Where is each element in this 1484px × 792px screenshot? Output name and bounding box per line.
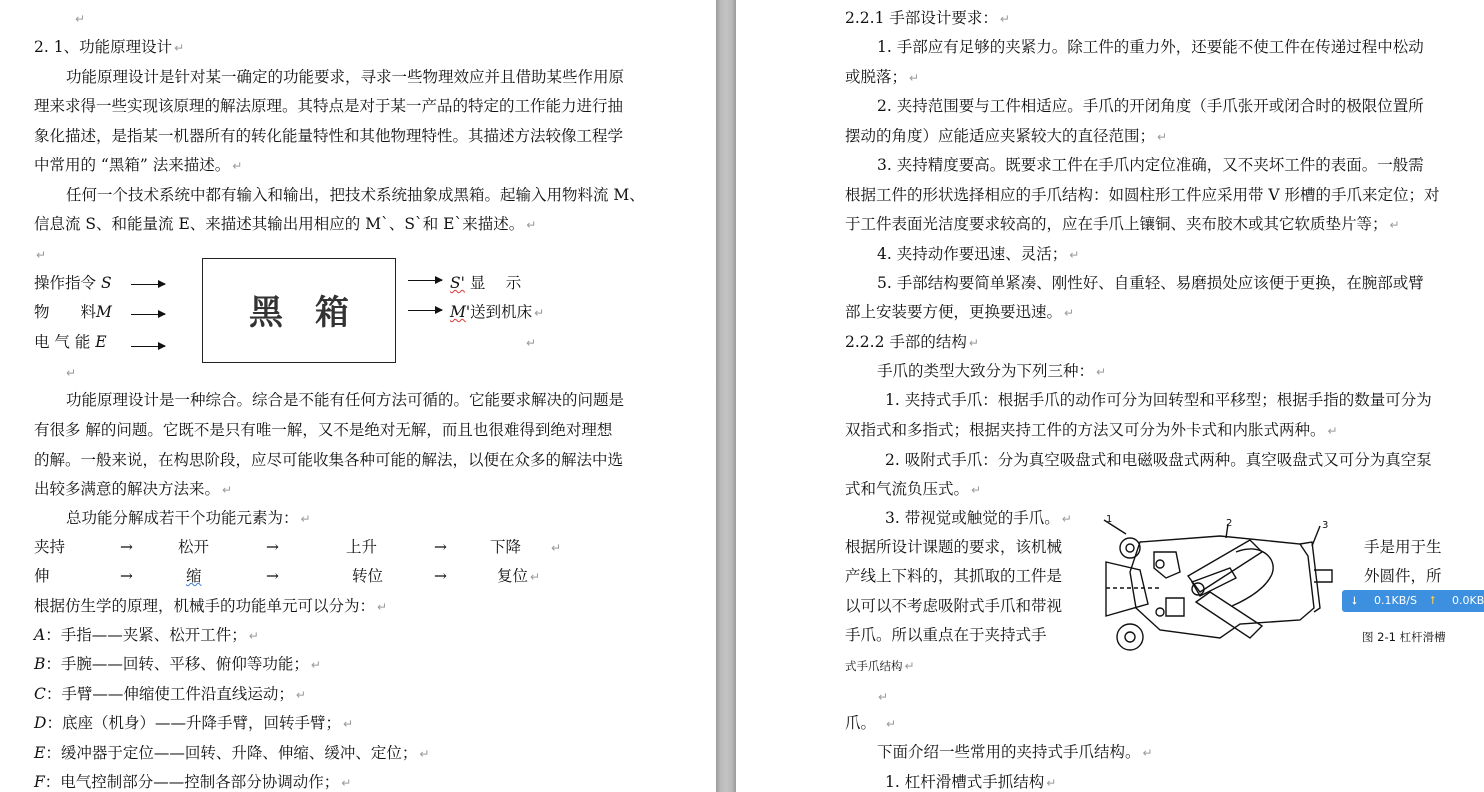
download-speed: 0.1KB/S [1374, 594, 1417, 607]
output-arrow [408, 280, 442, 281]
paragraph-mark: ↵ [75, 12, 86, 26]
flow-item: 缩 [186, 567, 202, 585]
unit-item: B：手腕——回转、平移、俯仰等功能； ↵ [34, 655, 321, 673]
body-line: 4. 夹持动作要迅速、灵活； ↵ [877, 245, 1080, 263]
flow-arrow: → [266, 538, 279, 556]
body-line: 2. 吸附式手爪：分为真空吸盘式和电磁吸盘式两种。真空吸盘式又可分为真空泵 [885, 451, 1432, 469]
input-arrow [131, 346, 165, 347]
body-line: 手爪的类型大致分为下列三种： ↵ [877, 362, 1107, 380]
flow-item: 伸 [34, 567, 50, 585]
flow-item: 夹持 [34, 538, 66, 556]
arrow-down-icon: ⭣ [1352, 594, 1358, 607]
body-line: 1. 杠杆滑槽式手抓结构 ↵ [885, 773, 1057, 791]
page-gutter [716, 0, 736, 792]
flow-arrow: → [434, 538, 447, 556]
paragraph-mark: ↵ [66, 366, 77, 380]
black-box [202, 258, 396, 363]
body-line: 5. 手部结构要简单紧凑、刚性好、自重轻、易磨损处应该便于更换，在腕部或臂 [877, 274, 1424, 292]
figure-caption-tail: 式手爪结构 ↵ [845, 659, 915, 673]
left-page [0, 0, 716, 792]
flow-arrow: → [266, 567, 279, 585]
unit-item: A：手指——夹紧、松开工件； ↵ [34, 626, 259, 644]
diagram-input-material: 物 料M [34, 303, 112, 321]
flow-item: 转位 [352, 567, 384, 585]
section-heading: 2.2.2 手部的结构 ↵ [845, 333, 979, 351]
flow-arrow: → [120, 538, 133, 556]
diagram-output-display: S' 显 示 [450, 274, 522, 292]
flow-item: 下降 ↵ [490, 538, 562, 556]
body-line: 的解。一般来说，在构思阶段，应尽可能收集各种可能的解法，以便在众多的解法中选 [34, 451, 624, 469]
body-line: 总功能分解成若干个功能元素为： ↵ [66, 509, 311, 527]
body-line: 功能原理设计是针对某一确定的功能要求，寻求一些物理效应并且借助某些作用原 [66, 68, 625, 86]
section-heading: 2.2.1 手部设计要求： ↵ [845, 9, 1010, 27]
body-line: 根据工件的形状选择相应的手爪结构：如圆柱形工件应采用带 V 形槽的手爪来定位；对 [845, 186, 1440, 204]
flow-arrow: → [120, 567, 133, 585]
arrow-up-icon: ⭡ [1430, 594, 1436, 607]
body-line: 产线上下料的，其抓取的工件是 [845, 567, 1063, 585]
body-line: 外圆件，所 [1364, 567, 1442, 585]
figure-caption: 图 2-1 杠杆滑槽 [1362, 630, 1446, 644]
gripper-figure [1100, 512, 1336, 662]
body-line: 手是用于生 [1364, 538, 1442, 556]
body-line: 式和气流负压式。 ↵ [845, 480, 982, 498]
body-line: 部上安装要方便，更换要迅速。 ↵ [845, 303, 1075, 321]
body-line: 出较多满意的解决方法来。 ↵ [34, 480, 233, 498]
body-line: 3. 夹持精度要高。既要求工件在手爪内定位准确，又不夹坏工件的表面。一般需 [877, 156, 1424, 174]
flow-item: 复位 ↵ [497, 567, 541, 585]
figure-number: 3 [1322, 520, 1329, 531]
input-arrow [131, 314, 165, 315]
black-box-label: 黑箱 [249, 293, 381, 333]
unit-item: C：手臂——伸缩使工件沿直线运动； ↵ [34, 685, 306, 703]
diagram-input-command: 操作指令 S [34, 274, 112, 292]
body-line: 功能原理设计是一种综合。综合是不能有任何方法可循的。它能要求解决的问题是 [66, 391, 625, 409]
paragraph-mark: ↵ [878, 690, 889, 704]
right-page [736, 0, 1484, 792]
upload-speed: 0.0KB [1452, 594, 1484, 607]
body-line: 1. 手部应有足够的夹紧力。除工件的重力外，还要能不使工件在传递过程中松动 [877, 38, 1424, 56]
flow-arrow: → [434, 567, 447, 585]
body-line: 以可以不考虑吸附式手爪和带视 [845, 597, 1063, 615]
body-line: 摆动的角度）应能适应夹紧较大的直径范围； ↵ [845, 127, 1168, 145]
body-line: 爪。 ↵ [845, 714, 897, 732]
section-heading: 2. 1、功能原理设计 ↵ [34, 38, 185, 56]
figure-number: 2 [1226, 518, 1233, 529]
body-line: 1. 夹持式手爪：根据手爪的动作可分为回转型和平移型；根据手指的数量可分为 [885, 391, 1432, 409]
body-line: 中常用的 “黑箱” 法来描述。 ↵ [34, 156, 243, 174]
body-line: 或脱落； ↵ [845, 68, 920, 86]
body-line: 信息流 S、和能量流 E、来描述其输出用相应的 M`、S`和 E`来描述。 ↵ [34, 215, 537, 233]
unit-item: D：底座（机身）——升降手臂，回转手臂； ↵ [34, 714, 354, 732]
body-line: 手爪。所以重点在于夹持式手 [845, 626, 1047, 644]
output-arrow [408, 310, 442, 311]
body-line: 根据仿生学的原理，机械手的功能单元可以分为： ↵ [34, 597, 388, 615]
body-line: 2. 夹持范围要与工件相适应。手爪的开闭角度（手爪张开或闭合时的极限位置所 [877, 97, 1424, 115]
flow-item: 松开 [178, 538, 210, 556]
flow-item: 上升 [346, 538, 378, 556]
body-line: 下面介绍一些常用的夹持式手爪结构。 ↵ [877, 743, 1153, 761]
unit-item: F：电气控制部分——控制各部分协调动作； ↵ [34, 773, 352, 791]
body-line: 根据所设计课题的要求，该机械 [845, 538, 1063, 556]
body-line: 双指式和多指式；根据夹持工件的方法又可分为外卡式和内胀式两种。 ↵ [845, 421, 1338, 439]
diagram-output-machine: M'送到机床 ↵ [450, 303, 545, 321]
body-line: 理来求得一些实现该原理的解法原理。其特点是对于某一产品的特定的工作能力进行抽 [34, 97, 624, 115]
body-line: 于工件表面光洁度要求较高的，应在手爪上镶铜、夹布胶木或其它软质垫片等； ↵ [845, 215, 1400, 233]
body-line: 有很多 解的问题。它既不是只有唯一解，又不是绝对无解，而且也很难得到绝对理想 [34, 421, 613, 439]
body-line: 任何一个技术系统中都有输入和输出，把技术系统抽象成黑箱。起输入用物料流 M、 [66, 186, 645, 204]
network-speed-widget[interactable] [1342, 590, 1484, 612]
unit-item: E：缓冲器于定位——回转、升降、伸缩、缓冲、定位； ↵ [34, 744, 430, 762]
body-line: 象化描述，是指某一机器所有的转化能量特性和其他物理特性。其描述方法较像工程学 [34, 127, 624, 145]
figure-number: 1 [1106, 514, 1113, 525]
diagram-input-energy: 电 气 能 E [34, 333, 107, 351]
paragraph-mark: ↵ [36, 248, 47, 262]
body-line: 3. 带视觉或触觉的手爪。 ↵ [885, 509, 1072, 527]
paragraph-mark: ↵ [526, 336, 537, 350]
input-arrow [131, 284, 165, 285]
